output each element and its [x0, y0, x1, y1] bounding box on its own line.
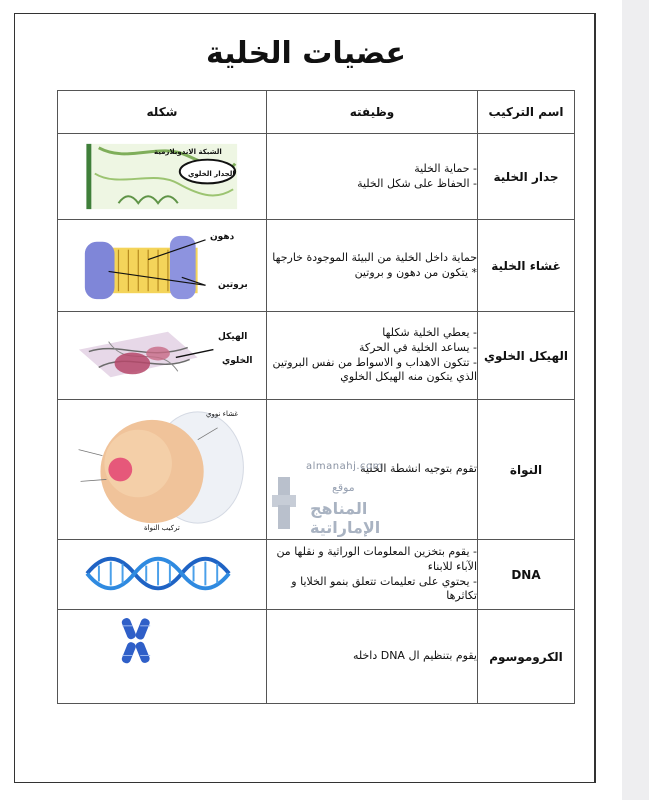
image-label: الهيكل: [218, 332, 248, 342]
organelle-name: النواة: [478, 400, 575, 540]
table-row: [58, 400, 575, 540]
page-title: عضيات الخلية: [205, 36, 406, 71]
dna-helix-icon: [58, 540, 266, 609]
chromosome-icon: [58, 610, 266, 703]
header-structure-name: اسم التركيب: [478, 91, 575, 134]
organelle-name: DNA: [478, 540, 575, 610]
page-gutter: [622, 0, 649, 800]
organelle-image-cell: [58, 134, 267, 220]
watermark-line: موقع: [332, 481, 355, 494]
table-row: [58, 540, 575, 610]
function-line: - تتكون الاهداب و الاسواط من نفس البروتين الذي يتكون منه الهيكل الخلوي: [272, 355, 477, 384]
watermark-line: المناهج الإماراتية: [310, 499, 381, 537]
table-row: [58, 134, 575, 220]
header-shape: شكله: [58, 91, 267, 134]
image-label: تركيب النواة: [144, 524, 180, 532]
organelle-function: [267, 540, 478, 610]
header-function: وظيفته: [267, 91, 478, 134]
function-line: - يحتوي على تعليمات تتعلق بنمو الخلايا و تكاثرها: [291, 574, 477, 603]
organelle-image-cell: [58, 610, 267, 704]
image-label: الشبكة الاندوبلازمية: [154, 148, 222, 156]
image-label: الجدار الخلوي: [188, 170, 235, 178]
function-line: - يعطي الخلية شكلها: [382, 325, 477, 339]
organelle-function: [267, 312, 478, 400]
organelle-name: غشاء الخلية: [478, 220, 575, 312]
function-line: - يساعد الخلية في الحركة: [358, 340, 477, 354]
organelle-name: الهيكل الخلوي: [478, 312, 575, 400]
watermark-url: almanahj.com: [306, 461, 383, 472]
organelle-image-cell: [58, 312, 267, 400]
table-row: [58, 610, 575, 704]
organelle-image-cell: [58, 220, 267, 312]
organelle-name: جدار الخلية: [478, 134, 575, 220]
organelle-function: [267, 610, 478, 704]
function-line: - الحفاظ على شكل الخلية: [357, 176, 477, 190]
organelle-name: الكروموسوم: [478, 610, 575, 704]
organelle-function: [267, 134, 478, 220]
function-line: حماية داخل الخلية من البيئة الموجودة خارجها: [272, 250, 477, 264]
organelle-image-cell: [58, 400, 267, 540]
cell-wall-diagram: [58, 134, 266, 219]
function-line: - يقوم بتخزين المعلومات الوراثية و نقلها من الآباء للابناء: [276, 544, 477, 573]
table-row: [58, 312, 575, 400]
function-line: تقوم بتوجيه انشطة الخلية: [360, 462, 477, 476]
organelle-function: [267, 400, 478, 540]
image-label: الخلوي: [222, 356, 253, 366]
organelle-function: [267, 220, 478, 312]
image-label: غشاء نووي: [206, 410, 238, 418]
function-line: يقوم بتنظيم ال DNA داخله: [352, 649, 477, 663]
nucleus-diagram: [58, 400, 266, 539]
worksheet-page: [14, 13, 596, 783]
function-line: * يتكون من دهون و بروتين: [354, 265, 477, 279]
organelle-image-cell: [58, 540, 267, 610]
image-label: دهون: [210, 232, 235, 242]
organelles-table: [57, 90, 575, 704]
function-line: - حماية الخلية: [414, 161, 477, 175]
table-header-row: [58, 91, 575, 134]
cell-membrane-diagram: [58, 220, 266, 311]
image-label: بروتين: [218, 280, 248, 290]
table-row: [58, 220, 575, 312]
